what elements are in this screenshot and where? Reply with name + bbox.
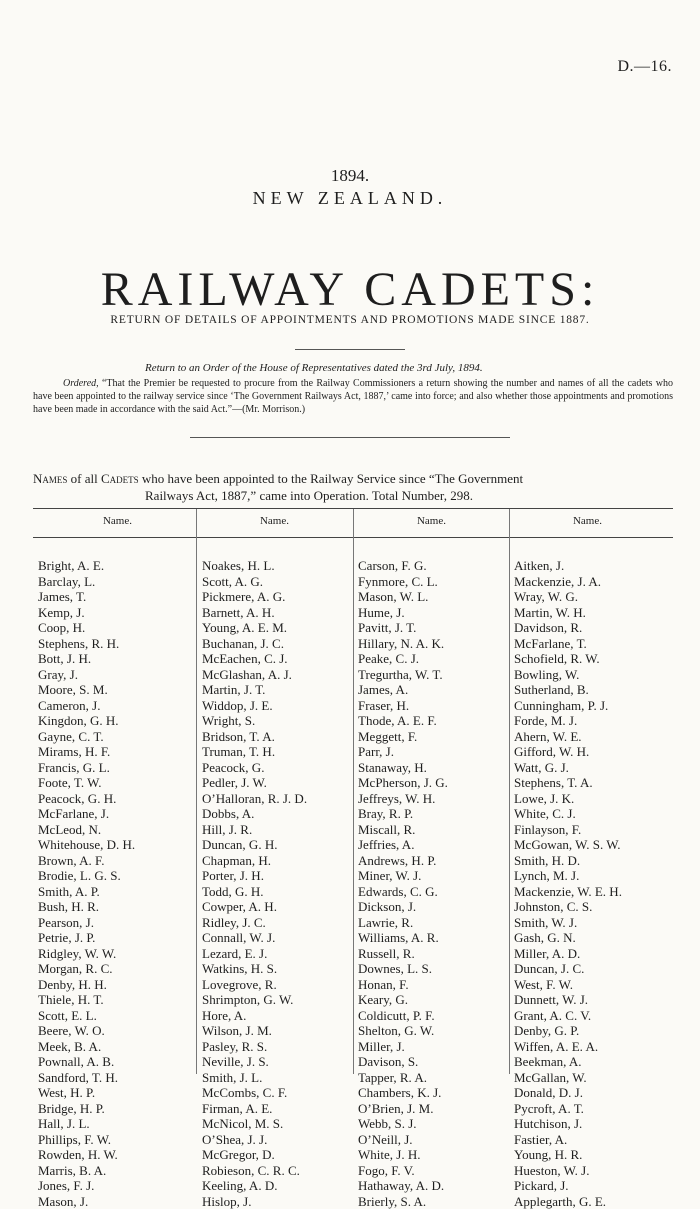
name-entry: Hislop, J.: [202, 1194, 357, 1209]
name-entry: Duncan, J. C.: [514, 961, 669, 977]
country-heading: NEW ZEALAND.: [0, 188, 700, 209]
name-entry: Morgan, R. C.: [38, 961, 193, 977]
name-entry: Gray, J.: [38, 667, 193, 683]
name-entry: Jeffries, A.: [358, 837, 513, 853]
name-column-3: [358, 558, 513, 1209]
name-entry: Barclay, L.: [38, 574, 193, 590]
name-entry: Davidson, R.: [514, 620, 669, 636]
column-header: Name.: [40, 515, 195, 527]
name-entry: Smith, H. D.: [514, 853, 669, 869]
name-entry: Johnston, C. S.: [514, 899, 669, 915]
order-text: “That the Premier be requested to procure from the Railway Commissioners a return showing the number and names of all the cadets who have been appointed to the railway service since ‘The Government Railways Act, 1887,’ came into force; and also whether those appointments and promotions have been made in accordance with the said Act.”—(Mr. Morrison.): [33, 378, 673, 415]
name-entry: Jones, F. J.: [38, 1178, 193, 1194]
name-entry: Finlayson, F.: [514, 822, 669, 838]
name-entry: Meek, B. A.: [38, 1039, 193, 1055]
name-entry: Lawrie, R.: [358, 915, 513, 931]
name-entry: Mirams, H. F.: [38, 744, 193, 760]
name-entry: Bott, J. H.: [38, 651, 193, 667]
name-entry: Smith, J. L.: [202, 1070, 357, 1086]
name-entry: Hall, J. L.: [38, 1116, 193, 1132]
name-entry: Firman, A. E.: [202, 1101, 357, 1117]
name-entry: Russell, R.: [358, 946, 513, 962]
name-entry: Keary, G.: [358, 992, 513, 1008]
name-entry: Gifford, W. H.: [514, 744, 669, 760]
name-entry: Duncan, G. H.: [202, 837, 357, 853]
name-entry: O’Shea, J. J.: [202, 1132, 357, 1148]
name-entry: Ahern, W. E.: [514, 729, 669, 745]
name-entry: Shelton, G. W.: [358, 1023, 513, 1039]
name-entry: Wilson, J. M.: [202, 1023, 357, 1039]
name-entry: Coldicutt, P. F.: [358, 1008, 513, 1024]
order-paragraph: [33, 377, 673, 416]
name-entry: Brierly, S. A.: [358, 1194, 513, 1209]
name-entry: Marris, B. A.: [38, 1163, 193, 1179]
name-entry: Porter, J. H.: [202, 868, 357, 884]
name-entry: Miller, A. D.: [514, 946, 669, 962]
name-entry: Gayne, C. T.: [38, 729, 193, 745]
name-entry: Kingdon, G. H.: [38, 713, 193, 729]
name-entry: Lovegrove, R.: [202, 977, 357, 993]
name-entry: Ridley, J. C.: [202, 915, 357, 931]
name-entry: James, A.: [358, 682, 513, 698]
name-entry: Davison, S.: [358, 1054, 513, 1070]
document-title: RAILWAY CADETS:: [0, 262, 700, 317]
name-entry: Whitehouse, D. H.: [38, 837, 193, 853]
name-entry: Tapper, R. A.: [358, 1070, 513, 1086]
name-entry: Mackenzie, J. A.: [514, 574, 669, 590]
page-reference: D.—16.: [617, 58, 672, 76]
name-entry: Foote, T. W.: [38, 775, 193, 791]
column-separator: [196, 509, 197, 1074]
name-entry: Miscall, R.: [358, 822, 513, 838]
column-header: Name.: [354, 515, 509, 527]
name-entry: Pedler, J. W.: [202, 775, 357, 791]
name-entry: Aitken, J.: [514, 558, 669, 574]
name-entry: Petrie, J. P.: [38, 930, 193, 946]
name-entry: Miner, W. J.: [358, 868, 513, 884]
name-entry: Neville, J. S.: [202, 1054, 357, 1070]
name-entry: Scott, E. L.: [38, 1008, 193, 1024]
name-entry: Fynmore, C. L.: [358, 574, 513, 590]
name-entry: Grant, A. C. V.: [514, 1008, 669, 1024]
name-entry: Lynch, M. J.: [514, 868, 669, 884]
name-entry: Bowling, W.: [514, 667, 669, 683]
name-entry: Truman, T. H.: [202, 744, 357, 760]
name-entry: Cunningham, P. J.: [514, 698, 669, 714]
name-entry: Hutchison, J.: [514, 1116, 669, 1132]
name-entry: Pickmere, A. G.: [202, 589, 357, 605]
name-entry: McEachen, C. J.: [202, 651, 357, 667]
name-entry: Williams, A. R.: [358, 930, 513, 946]
name-entry: James, T.: [38, 589, 193, 605]
name-entry: Francis, G. L.: [38, 760, 193, 776]
name-entry: Dunnett, W. J.: [514, 992, 669, 1008]
name-entry: McGlashan, A. J.: [202, 667, 357, 683]
name-entry: Sandford, T. H.: [38, 1070, 193, 1086]
name-entry: Denby, H. H.: [38, 977, 193, 993]
name-entry: Dickson, J.: [358, 899, 513, 915]
name-entry: Denby, G. P.: [514, 1023, 669, 1039]
name-entry: Edwards, C. G.: [358, 884, 513, 900]
name-entry: Dobbs, A.: [202, 806, 357, 822]
name-entry: Mason, J.: [38, 1194, 193, 1209]
name-entry: Smith, W. J.: [514, 915, 669, 931]
name-entry: Hill, J. R.: [202, 822, 357, 838]
name-entry: O’Brien, J. M.: [358, 1101, 513, 1117]
name-entry: McGowan, W. S. W.: [514, 837, 669, 853]
name-entry: Coop, H.: [38, 620, 193, 636]
name-entry: Watkins, H. S.: [202, 961, 357, 977]
names-heading-lead: Names: [33, 471, 67, 486]
name-entry: Pickard, J.: [514, 1178, 669, 1194]
name-entry: Noakes, H. L.: [202, 558, 357, 574]
name-entry: Brodie, L. G. S.: [38, 868, 193, 884]
name-entry: Martin, J. T.: [202, 682, 357, 698]
order-label: Ordered,: [63, 378, 99, 389]
name-entry: Rowden, H. W.: [38, 1147, 193, 1163]
name-entry: Shrimpton, G. W.: [202, 992, 357, 1008]
name-entry: O’Halloran, R. J. D.: [202, 791, 357, 807]
name-entry: O’Neill, J.: [358, 1132, 513, 1148]
name-entry: Fraser, H.: [358, 698, 513, 714]
column-header: Name.: [197, 515, 352, 527]
name-entry: Cameron, J.: [38, 698, 193, 714]
name-entry: Peacock, G.: [202, 760, 357, 776]
names-heading-rest: who have been appointed to the Railway Service since “The Government: [139, 471, 523, 486]
name-entry: Lowe, J. K.: [514, 791, 669, 807]
name-entry: Stephens, T. A.: [514, 775, 669, 791]
name-entry: Robieson, C. R. C.: [202, 1163, 357, 1179]
name-entry: Jeffreys, W. H.: [358, 791, 513, 807]
name-entry: Fogo, F. V.: [358, 1163, 513, 1179]
name-entry: Peake, C. J.: [358, 651, 513, 667]
name-entry: McCombs, C. F.: [202, 1085, 357, 1101]
divider: [295, 349, 405, 350]
name-entry: White, C. J.: [514, 806, 669, 822]
name-entry: Hume, J.: [358, 605, 513, 621]
name-entry: Smith, A. P.: [38, 884, 193, 900]
name-entry: Honan, F.: [358, 977, 513, 993]
name-entry: Pownall, A. B.: [38, 1054, 193, 1070]
name-entry: Wiffen, A. E. A.: [514, 1039, 669, 1055]
name-entry: McNicol, M. S.: [202, 1116, 357, 1132]
name-entry: Hillary, N. A. K.: [358, 636, 513, 652]
name-entry: Watt, G. J.: [514, 760, 669, 776]
name-entry: Webb, S. J.: [358, 1116, 513, 1132]
name-entry: McFarlane, J.: [38, 806, 193, 822]
name-entry: Young, H. R.: [514, 1147, 669, 1163]
name-column-4: [514, 558, 669, 1209]
name-entry: Beere, W. O.: [38, 1023, 193, 1039]
name-entry: Carson, F. G.: [358, 558, 513, 574]
name-entry: Donald, D. J.: [514, 1085, 669, 1101]
name-entry: Thode, A. E. F.: [358, 713, 513, 729]
name-entry: Mason, W. L.: [358, 589, 513, 605]
name-entry: Wright, S.: [202, 713, 357, 729]
name-entry: Tregurtha, W. T.: [358, 667, 513, 683]
name-entry: Buchanan, J. C.: [202, 636, 357, 652]
name-column-2: [202, 558, 357, 1209]
name-entry: White, J. H.: [358, 1147, 513, 1163]
name-entry: Fastier, A.: [514, 1132, 669, 1148]
return-line: Return to an Order of the House of Representatives dated the 3rd July, 1894.: [145, 362, 483, 374]
name-entry: Peacock, G. H.: [38, 791, 193, 807]
name-entry: Forde, M. J.: [514, 713, 669, 729]
name-entry: McFarlane, T.: [514, 636, 669, 652]
name-column-1: [38, 558, 193, 1209]
name-entry: Sutherland, B.: [514, 682, 669, 698]
name-entry: Widdop, J. E.: [202, 698, 357, 714]
names-heading: [33, 470, 673, 504]
name-entry: Young, A. E. M.: [202, 620, 357, 636]
name-entry: Pycroft, A. T.: [514, 1101, 669, 1117]
name-entry: Hueston, W. J.: [514, 1163, 669, 1179]
name-entry: Miller, J.: [358, 1039, 513, 1055]
name-entry: Beekman, A.: [514, 1054, 669, 1070]
name-entry: Kemp, J.: [38, 605, 193, 621]
name-entry: Pearson, J.: [38, 915, 193, 931]
name-entry: Bush, H. R.: [38, 899, 193, 915]
name-entry: Todd, G. H.: [202, 884, 357, 900]
document-subtitle: RETURN OF DETAILS OF APPOINTMENTS AND PROMOTIONS MADE SINCE 1887.: [0, 314, 700, 326]
name-entry: Parr, J.: [358, 744, 513, 760]
name-entry: West, F. W.: [514, 977, 669, 993]
name-entry: Mackenzie, W. E. H.: [514, 884, 669, 900]
name-entry: Martin, W. H.: [514, 605, 669, 621]
name-entry: Bridson, T. A.: [202, 729, 357, 745]
name-entry: Cowper, A. H.: [202, 899, 357, 915]
name-entry: Pavitt, J. T.: [358, 620, 513, 636]
name-entry: Gash, G. N.: [514, 930, 669, 946]
name-entry: McGallan, W.: [514, 1070, 669, 1086]
name-entry: Stanaway, H.: [358, 760, 513, 776]
name-entry: Chapman, H.: [202, 853, 357, 869]
name-entry: West, H. P.: [38, 1085, 193, 1101]
name-entry: Brown, A. F.: [38, 853, 193, 869]
name-entry: Bright, A. E.: [38, 558, 193, 574]
name-entry: Moore, S. M.: [38, 682, 193, 698]
name-entry: Schofield, R. W.: [514, 651, 669, 667]
name-entry: Scott, A. G.: [202, 574, 357, 590]
name-entry: Applegarth, G. E.: [514, 1194, 669, 1209]
name-entry: Chambers, K. J.: [358, 1085, 513, 1101]
name-entry: Ridgley, W. W.: [38, 946, 193, 962]
name-entry: Downes, L. S.: [358, 961, 513, 977]
names-heading-continued: Railways Act, 1887,” came into Operation. Total Number, 298.: [33, 487, 673, 504]
name-entry: Andrews, H. P.: [358, 853, 513, 869]
name-entry: McGregor, D.: [202, 1147, 357, 1163]
name-entry: Stephens, R. H.: [38, 636, 193, 652]
name-entry: Meggett, F.: [358, 729, 513, 745]
name-entry: Bridge, H. P.: [38, 1101, 193, 1117]
name-entry: Barnett, A. H.: [202, 605, 357, 621]
names-heading-mid: of all: [67, 471, 101, 486]
name-entry: Keeling, A. D.: [202, 1178, 357, 1194]
name-entry: McLeod, N.: [38, 822, 193, 838]
column-header: Name.: [510, 515, 665, 527]
name-entry: Hore, A.: [202, 1008, 357, 1024]
name-entry: Pasley, R. S.: [202, 1039, 357, 1055]
name-entry: Bray, R. P.: [358, 806, 513, 822]
name-entry: Hathaway, A. D.: [358, 1178, 513, 1194]
name-entry: Lezard, E. J.: [202, 946, 357, 962]
name-entry: Phillips, F. W.: [38, 1132, 193, 1148]
name-entry: Wray, W. G.: [514, 589, 669, 605]
name-entry: Thiele, H. T.: [38, 992, 193, 1008]
year: 1894.: [0, 166, 700, 186]
name-entry: Connall, W. J.: [202, 930, 357, 946]
names-heading-cadets: Cadets: [101, 471, 139, 486]
divider: [190, 437, 510, 438]
name-entry: McPherson, J. G.: [358, 775, 513, 791]
